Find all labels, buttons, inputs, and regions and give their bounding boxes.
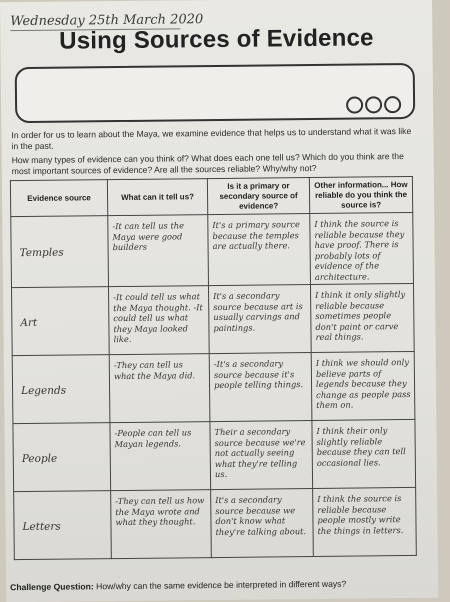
intro-paragraph-2: How many types of evidence can you think of? What does each one tell us? Which do you think are the most important sources of evidence? Are all the sources reliable? Why/why not? bbox=[11, 151, 404, 177]
cell-type: It's a primary source because the temples are actually there. bbox=[208, 214, 311, 286]
cell-tell: -It could tell us what the Maya thought. -It could tell us what they Maya looked like. bbox=[108, 286, 209, 355]
table-header-row bbox=[10, 176, 412, 216]
cell-source: Art bbox=[12, 287, 110, 356]
cell-type: It's a secondary source because we don't know what they're talking about. bbox=[211, 489, 314, 558]
cell-source: People bbox=[13, 423, 111, 492]
header-evidence-source: Evidence source bbox=[10, 180, 107, 217]
header-what-can-it-tell: What can it tell us? bbox=[107, 179, 207, 216]
cell-reliable: I think their only slightly reliable because they can tell occasional lies. bbox=[312, 419, 416, 488]
header-primary-or-secondary: Is it a primary or secondary source of evidence? bbox=[207, 178, 309, 215]
cell-type: It's a secondary source because art is usually carvings and paintings. bbox=[208, 285, 311, 354]
cell-reliable: I think the source is reliable because people mostly write the things in letters. bbox=[313, 487, 417, 556]
table-row bbox=[11, 212, 414, 287]
cell-source: Letters bbox=[14, 491, 112, 560]
cell-type: -It's a secondary source because it's people telling things. bbox=[209, 353, 312, 422]
cell-tell: -They can tell us what the Maya did. bbox=[109, 354, 210, 423]
page-title: Using Sources of Evidence bbox=[59, 24, 374, 55]
table-row bbox=[13, 419, 416, 491]
challenge-label: Challenge Question: bbox=[10, 581, 94, 593]
answer-scroll-box bbox=[15, 63, 416, 123]
circle-icon bbox=[365, 96, 382, 113]
header-reliability: Other information... How reliable do you think the source is? bbox=[309, 176, 412, 213]
cell-tell: -They can tell us how the Maya wrote and what they thought. bbox=[111, 490, 212, 559]
intro-paragraph-1: In order for us to learn about the Maya, we examine evidence that helps us to understand what it was like in the past. bbox=[11, 125, 412, 152]
challenge-text: How/why can the same evidence be interpreted in different ways? bbox=[96, 578, 347, 592]
circle-icon bbox=[384, 96, 401, 113]
cell-tell: -It can tell us the Maya were good builders bbox=[108, 215, 209, 287]
cell-type: Their a secondary source because we're not actually seeing what they're telling us. bbox=[210, 421, 313, 490]
cell-reliable: I think the source is reliable because they have proof. There is probably lots of evidence of the architecture. bbox=[310, 212, 414, 284]
handwritten-date: Wednesday 25th March 2020 bbox=[10, 12, 204, 30]
cell-tell: -People can tell us Mayan legends. bbox=[110, 422, 211, 491]
scroll-circles-decoration bbox=[346, 96, 401, 114]
cell-source: Temples bbox=[11, 216, 109, 288]
cell-reliable: I think we should only believe parts of legends because they change as people pass them on. bbox=[311, 351, 415, 420]
cell-reliable: I think it only slightly reliable because sometimes people don't paint or carve real things. bbox=[310, 283, 414, 352]
circle-icon bbox=[346, 96, 363, 113]
cell-source: Legends bbox=[12, 355, 110, 424]
evidence-table bbox=[10, 176, 417, 560]
table-row bbox=[14, 487, 417, 559]
table-row bbox=[12, 283, 415, 355]
challenge-question bbox=[10, 578, 430, 592]
intro-text bbox=[11, 126, 417, 180]
table-row bbox=[12, 351, 415, 423]
